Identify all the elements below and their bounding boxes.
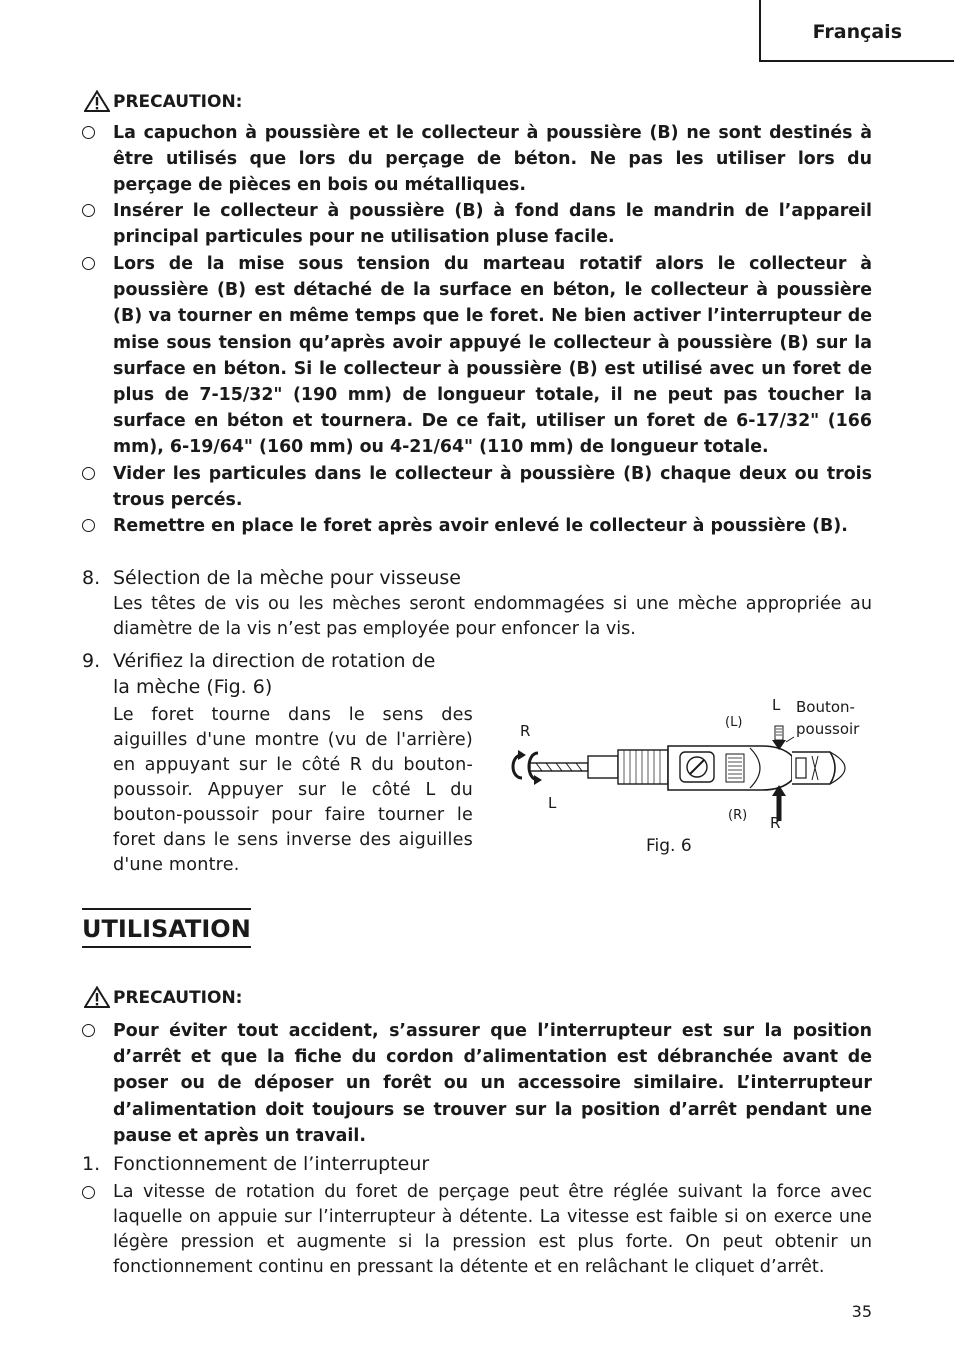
label-r-button: R xyxy=(770,814,781,832)
precaution-heading xyxy=(84,90,242,112)
precaution-heading xyxy=(84,986,242,1008)
precaution-item: Pour éviter tout accident, s’assurer que l’interrupteur est sur la position d’arrêt et que la fiche du cordon d’alimentation est débranchée avant de poser ou de déposer un forêt ou un accessoire similaire. L’interrupteur d’alimentation doit toujours se trouver sur la position d’arrêt pendant une pause et après un travail. xyxy=(82,1018,872,1149)
page-number: 35 xyxy=(851,1302,872,1321)
warning-triangle-icon xyxy=(84,986,110,1008)
precaution-label: PRECAUTION: xyxy=(113,92,243,112)
section-item: La vitesse de rotation du foret de perçage peut être réglée suivant la force avec laquelle on appuie sur l’interrupteur à détente. La vitesse est faible si on exerce une légère pression et augmente si la pression est plus forte. On peut obtenir un fonctionnement continu en pressant la détente et en relâchant le cliquet d’arrêt. xyxy=(82,1180,872,1280)
bullet-circle-icon xyxy=(82,204,95,217)
label-l-button: L xyxy=(772,696,781,714)
section-heading-utilisation: UTILISATION xyxy=(82,908,251,948)
bullet-circle-icon xyxy=(82,257,95,270)
button-label: Bouton- poussoir xyxy=(796,698,860,738)
section-heading: 8. Sélection de la mèche pour visseuse xyxy=(82,567,461,589)
figure-caption: Fig. 6 xyxy=(646,836,692,856)
precaution-item: Vider les particules dans le collecteur à poussière (B) chaque deux ou trois trous percés. xyxy=(82,461,872,513)
figure-6 xyxy=(500,690,880,865)
warning-triangle-icon xyxy=(84,90,110,112)
label-r-tip: R xyxy=(520,722,531,740)
precaution-item: Lors de la mise sous tension du marteau rotatif alors le collecteur à poussière (B) est détaché de la surface en béton, le collecteur à poussière (B) va tourner en même temps que le foret. Ne bien activer l’interrupteur de mise sous tension qu’après avoir appuyé le collecteur à poussière (B) sur la surface en béton. Si le collecteur à poussière (B) est utilisé avec un foret de plus de 7-15/32" (190 mm) de longueur totale, il ne peut pas toucher la surface en béton et tournera. De ce fait, utiliser un foret de 6-17/32" (166 mm), 6-19/64" (160 mm) ou 4-21/64" (110 mm) de longueur totale. xyxy=(82,251,872,461)
mark-l: (L) xyxy=(725,715,743,730)
bullet-circle-icon xyxy=(82,519,95,532)
precaution-label: PRECAUTION: xyxy=(113,988,243,1008)
precaution-item: La capuchon à poussière et le collecteur à poussière (B) ne sont destinés à être utilisés que lors du perçage de béton. Ne pas les utiliser lors du perçage de pièces en bois ou métalliques. xyxy=(82,120,872,199)
bullet-circle-icon xyxy=(82,1186,95,1199)
precaution-item: Remettre en place le foret après avoir enlevé le collecteur à poussière (B). xyxy=(82,513,872,539)
mark-r: (R) xyxy=(728,808,748,823)
precaution-item: Insérer le collecteur à poussière (B) à fond dans le mandrin de l’appareil principal particules pour ne utilisation pluse facile. xyxy=(82,198,872,250)
section-body: Les têtes de vis ou les mèches seront endommagées si une mèche appropriée au diamètre de la vis n’est pas employée pour enfoncer la vis. xyxy=(113,594,872,639)
label-l-tip: L xyxy=(548,794,557,812)
language-label: Français xyxy=(812,21,902,43)
bullet-circle-icon xyxy=(82,467,95,480)
bullet-circle-icon xyxy=(82,126,95,139)
section-body: Le foret tourne dans le sens des aiguilles d'une montre (vu de l'arrière) en appuyant sur le côté R du bouton-poussoir. Appuyer sur le côté L du bouton-poussoir pour faire tourner le foret dans le sens inverse des aiguilles d'une montre. xyxy=(113,705,473,875)
section-heading: 1. Fonctionnement de l’interrupteur xyxy=(82,1153,430,1175)
language-tab xyxy=(759,0,954,62)
section-heading: 9. Vérifiez la direction de rotation de la mèche (Fig. 6) xyxy=(82,650,436,698)
bullet-circle-icon xyxy=(82,1024,95,1037)
